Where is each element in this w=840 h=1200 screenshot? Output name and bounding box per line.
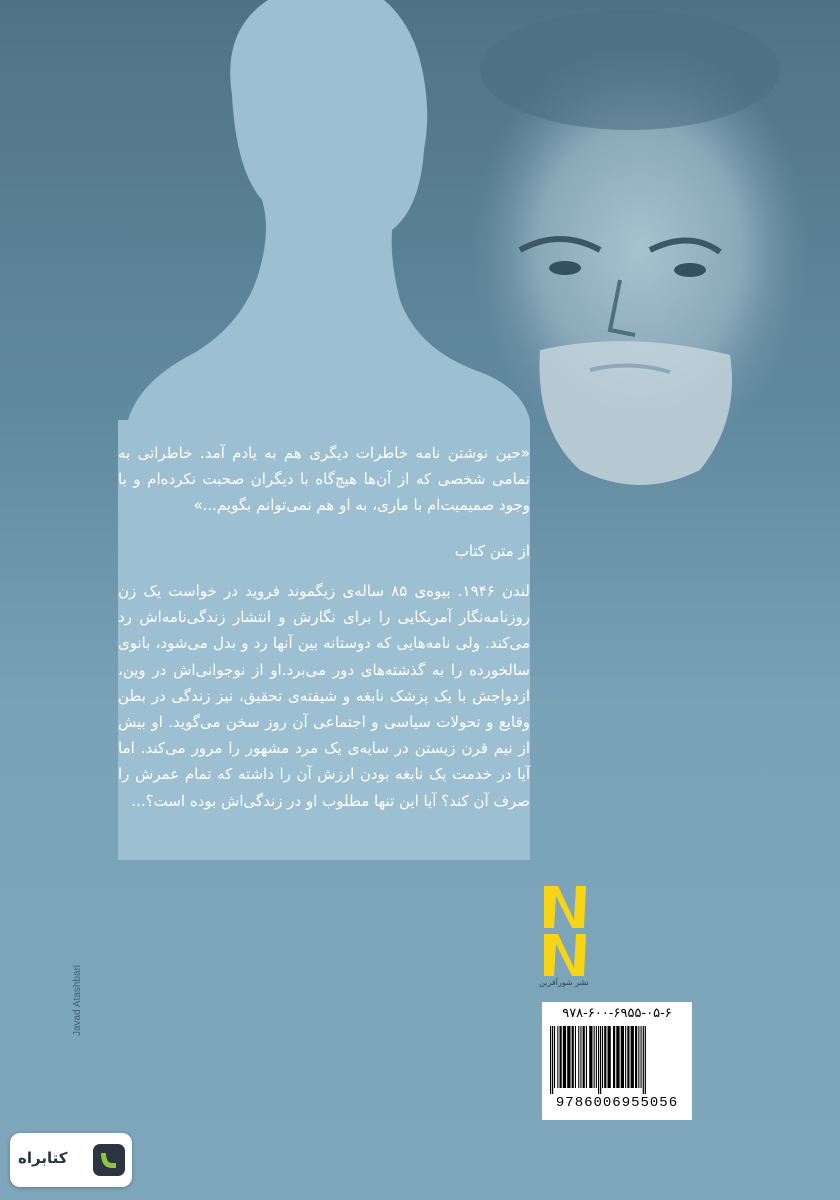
barcode-bar (589, 1026, 592, 1088)
barcode-bar (572, 1026, 574, 1088)
barcode-bar (596, 1026, 597, 1088)
barcode-bar (604, 1026, 606, 1088)
ketabrah-label: کتابراه (18, 1149, 68, 1167)
designer-credit: Javad Atashbari (72, 964, 83, 1036)
barcode-bar (613, 1026, 615, 1088)
barcode-bar (616, 1026, 619, 1088)
barcode-number: 9786006955056 (555, 1095, 679, 1111)
barcode-bar (625, 1026, 626, 1088)
isbn-barcode (542, 1002, 692, 1120)
barcode-bar (586, 1026, 587, 1088)
barcode-bar (608, 1026, 611, 1088)
ketabrah-logo-icon (92, 1143, 126, 1181)
barcode-bar (621, 1026, 624, 1088)
barcode-bar (598, 1026, 599, 1094)
publisher-name: نشر شورآفرین (539, 978, 589, 987)
barcode-bar (563, 1026, 566, 1088)
quote-source: از متن کتاب (454, 542, 530, 560)
barcode-bar (638, 1026, 639, 1088)
barcode-bar (560, 1026, 562, 1088)
barcode-bar (602, 1026, 603, 1088)
barcode-bar (554, 1026, 555, 1088)
barcode-bar (583, 1026, 585, 1088)
barcode-bar (578, 1026, 579, 1088)
barcode-bar (635, 1026, 637, 1088)
ketabrah-watermark (10, 1133, 132, 1187)
barcode-bar (645, 1026, 646, 1094)
isbn-number: ۹۷۸-۶۰۰-۶۹۵۵-۰۵-۶ (562, 1006, 672, 1021)
barcode-bar (557, 1026, 558, 1088)
book-blurb: لندن ۱۹۴۶. بیوه‌ی ۸۵ ساله‌ی زیگموند فروید در خواست یک زن روزنامه‌نگار آمریکایی را برای نگارش و انتشار زندگی‌نامه‌اش رد می‌کند. ولی نامه‌هایی که دوستانه بین آنها رد و بدل می‌شود، بانوی سالخورده را به گذشته‌های دور می‌برد.او از نوجوانی‌اش در وین، ازدواجش با یک پزشک نابغه و شیفته‌ی تحقیق، نیز زندگی در بطن وقایع و تحولات سیاسی و اجتماعی آن روز سخن می‌گوید. او بیش از نیم قرن زیستن در سایه‌ی یک مرد مشهور را مرور می‌کند. اما آیا در خدمت یک نابغه بودن ارزش آن را داشته که تمام عمرش را صرف آن کند؟ آیا این تنها مطلوب او در زندگی‌اش بوده است؟... (118, 582, 530, 810)
barcode-bar (627, 1026, 629, 1088)
barcode-bar (580, 1026, 581, 1088)
barcode-bar (631, 1026, 634, 1088)
barcode-bars (548, 1026, 686, 1094)
barcode-bar (641, 1026, 642, 1088)
barcode-bar (600, 1026, 601, 1094)
barcode-bar (643, 1026, 644, 1094)
book-quote: «حین نوشتن نامه خاطرات دیگری هم به یادم آمد. خاطراتی به تمامی شخصی که از آن‌ها هیچ‌گاه با دیگران صحبت نکرده‌ام و با وجود صمیمیت‌ام با ماری، به او هم نمی‌توانم بگویم...» (118, 444, 530, 514)
barcode-bar (550, 1026, 551, 1094)
barcode-bar (594, 1026, 595, 1088)
barcode-bar (552, 1026, 553, 1094)
barcode-bar (575, 1026, 576, 1088)
barcode-bar (567, 1026, 570, 1088)
